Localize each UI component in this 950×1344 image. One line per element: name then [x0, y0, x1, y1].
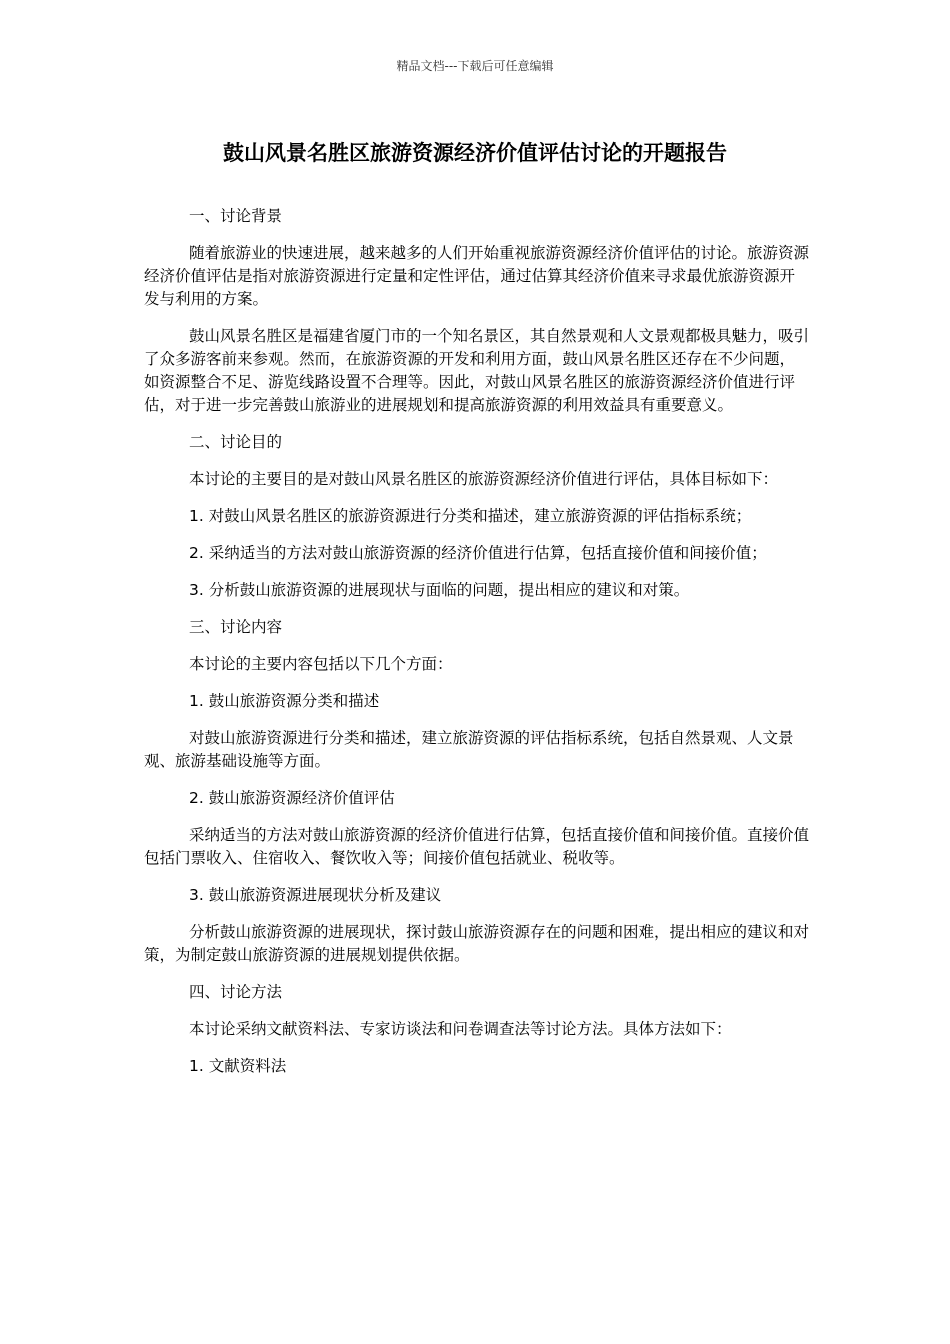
- paragraph: 分析鼓山旅游资源的进展现状，探讨鼓山旅游资源存在的问题和困难，提出相应的建议和对策，为制定鼓山旅游资源的进展规划提供依据。: [144, 923, 810, 964]
- paragraph: 鼓山风景名胜区是福建省厦门市的一个知名景区，其自然景观和人文景观都极具魅力，吸引了众多游客前来参观。然而，在旅游资源的开发和利用方面，鼓山风景名胜区还存在不少问题，如资源整合不足、游览线路设置不合理等。因此，对鼓山风景名胜区的旅游资源经济价值进行评估，对于进一步完善鼓山旅游业的进展规划和提高旅游资源的利用效益具有重要意义。: [144, 327, 810, 414]
- section-heading-background: 一、讨论背景: [189, 207, 283, 225]
- paragraph: 对鼓山旅游资源进行分类和描述，建立旅游资源的评估指标系统，包括自然景观、人文景观、旅游基础设施等方面。: [144, 729, 794, 770]
- paragraph: 本讨论的主要内容包括以下几个方面：: [189, 655, 453, 673]
- section-heading-content: 三、讨论内容: [189, 618, 283, 636]
- subheading: 2. 鼓山旅游资源经济价值评估: [189, 789, 395, 807]
- list-item: 1. 文献资料法: [189, 1057, 287, 1075]
- document-title: 鼓山风景名胜区旅游资源经济价值评估讨论的开题报告: [223, 141, 727, 165]
- subheading: 1. 鼓山旅游资源分类和描述: [189, 692, 380, 710]
- list-item: 2. 采纳适当的方法对鼓山旅游资源的经济价值进行估算，包括直接价值和间接价值；: [189, 544, 767, 562]
- list-item: 1. 对鼓山风景名胜区的旅游资源进行分类和描述，建立旅游资源的评估指标系统；: [189, 507, 752, 525]
- page-header: 精品文档---下载后可任意编辑: [396, 59, 554, 73]
- paragraph: 本讨论的主要目的是对鼓山风景名胜区的旅游资源经济价值进行评估，具体目标如下：: [189, 470, 779, 488]
- paragraph: 随着旅游业的快速进展，越来越多的人们开始重视旅游资源经济价值评估的讨论。旅游资源经济价值评估是指对旅游资源进行定量和定性评估，通过估算其经济价值来寻求最优旅游资源开发与利用的方案。: [144, 244, 810, 308]
- section-heading-method: 四、讨论方法: [189, 983, 283, 1001]
- document-body: [144, 205, 810, 1092]
- list-item: 3. 分析鼓山旅游资源的进展现状与面临的问题，提出相应的建议和对策。: [189, 581, 690, 599]
- paragraph: 采纳适当的方法对鼓山旅游资源的经济价值进行估算，包括直接价值和间接价值。直接价值包括门票收入、住宿收入、餐饮收入等；间接价值包括就业、税收等。: [144, 826, 810, 867]
- paragraph: 本讨论采纳文献资料法、专家访谈法和问卷调查法等讨论方法。具体方法如下：: [189, 1020, 732, 1038]
- section-heading-purpose: 二、讨论目的: [189, 433, 283, 451]
- subheading: 3. 鼓山旅游资源进展现状分析及建议: [189, 886, 442, 904]
